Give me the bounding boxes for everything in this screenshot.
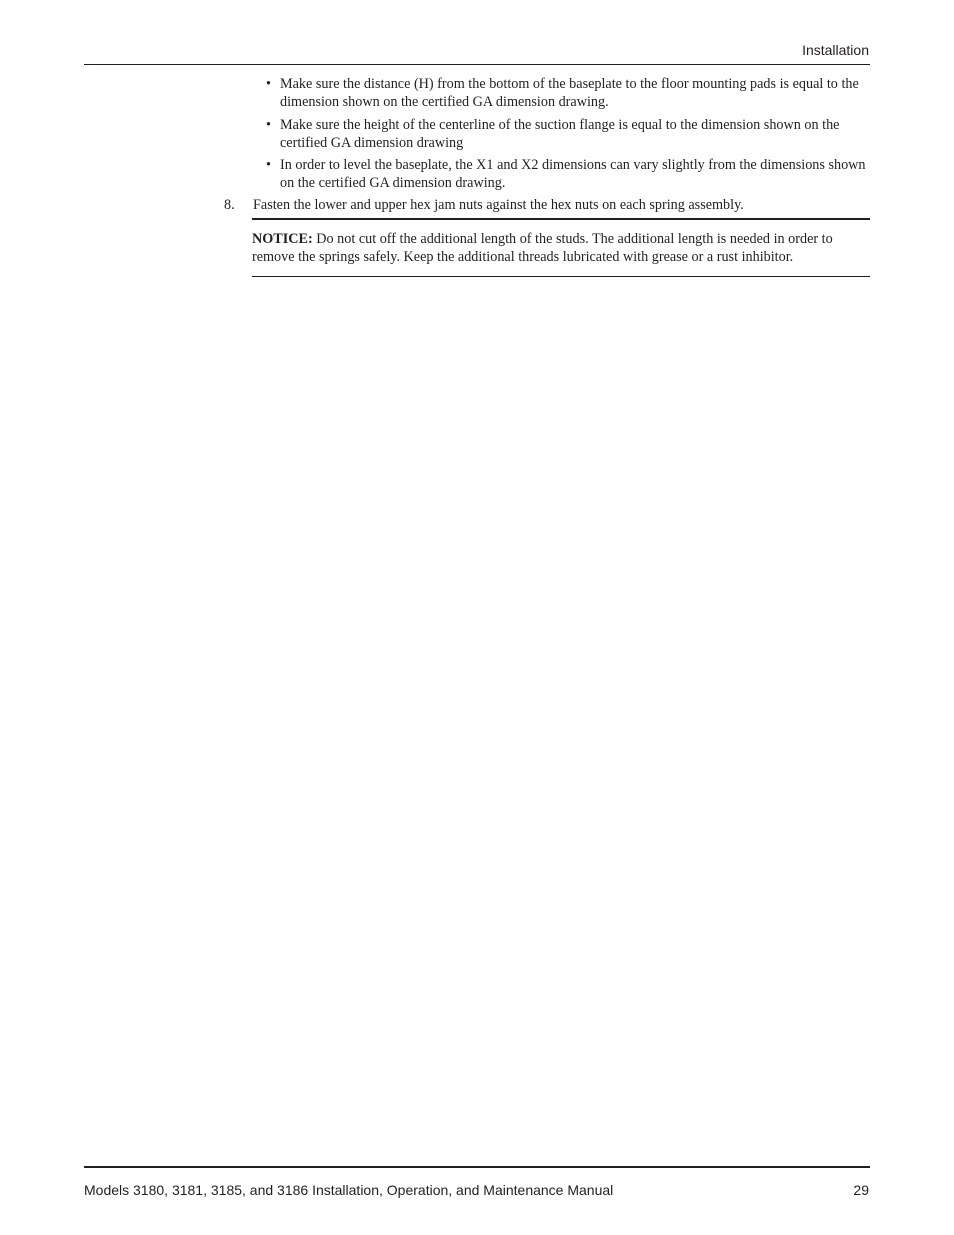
footer-divider: [84, 1166, 870, 1168]
bullet-marker: •: [266, 117, 271, 133]
bullet-marker: •: [266, 157, 271, 173]
footer-manual-title: Models 3180, 3181, 3185, and 3186 Installation, Operation, and Maintenance Manual: [84, 1182, 614, 1198]
bullet-item: [266, 75, 870, 111]
notice-label: NOTICE:: [252, 231, 313, 247]
notice-text: Do not cut off the additional length of the studs. The additional length is needed in order to remove the springs safely. Keep the additional threads lubricated with grease or a rust inhibitor.: [252, 231, 833, 265]
bullet-text: Make sure the height of the centerline of the suction flange is equal to the dimension shown on the certified GA dimension drawing: [280, 117, 840, 151]
notice-block: [252, 230, 870, 266]
bullet-item: [266, 156, 870, 192]
notice-top-rule: [252, 218, 870, 220]
bullet-marker: •: [266, 76, 271, 92]
bullet-item: [266, 116, 870, 152]
header-divider: [84, 64, 870, 65]
step-number: 8.: [224, 197, 235, 213]
page-number: 29: [853, 1182, 869, 1198]
bullet-text: In order to level the baseplate, the X1 and X2 dimensions can vary slightly from the dimensions shown on the certified GA dimension drawing.: [280, 157, 866, 191]
header-section-title: Installation: [802, 42, 869, 58]
step-item: [224, 196, 870, 214]
bullet-text: Make sure the distance (H) from the bottom of the baseplate to the floor mounting pads is equal to the dimension shown on the certified GA dimension drawing.: [280, 76, 859, 110]
notice-bottom-rule: [252, 276, 870, 277]
step-text: Fasten the lower and upper hex jam nuts against the hex nuts on each spring assembly.: [253, 197, 744, 213]
